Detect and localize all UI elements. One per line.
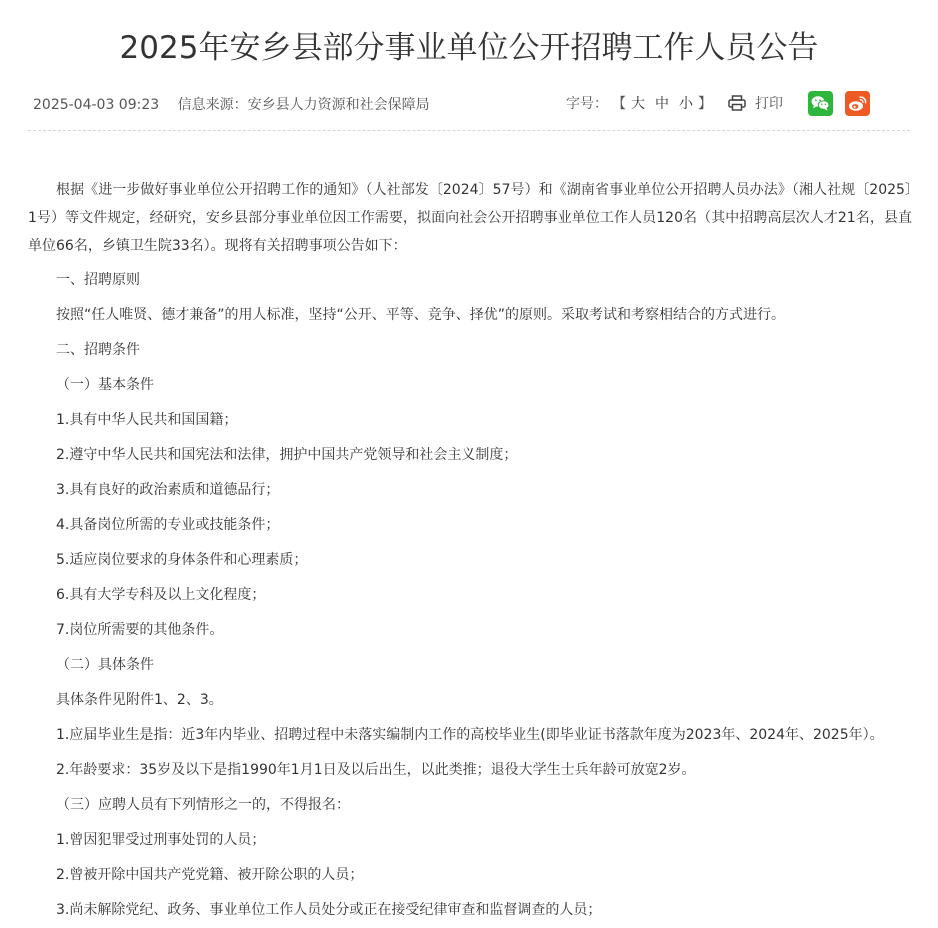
print-button[interactable] bbox=[728, 93, 783, 113]
publish-date: 2025-04-03 09:23 bbox=[33, 97, 160, 113]
weibo-icon bbox=[848, 95, 867, 112]
list-item: 6.具有大学专科及以上文化程度； bbox=[56, 587, 266, 603]
list-item: 7.岗位所需要的其他条件。 bbox=[56, 622, 224, 638]
section-heading: 二、招聘条件 bbox=[56, 342, 140, 358]
printer-icon bbox=[728, 95, 746, 111]
list-item: 4.具备岗位所需的专业或技能条件； bbox=[56, 517, 280, 533]
page-title: 2025年安乡县部分事业单位公开招聘工作人员公告 bbox=[119, 30, 819, 66]
article-body bbox=[28, 176, 912, 928]
list-item: 3.尚未解除党纪、政务、事业单位工作人员处分或正在接受纪律审查和监督调查的人员； bbox=[56, 902, 602, 918]
section-heading: 一、招聘原则 bbox=[56, 272, 140, 288]
list-item: 3.具有良好的政治素质和道德品行； bbox=[56, 482, 280, 498]
share-weibo-button[interactable] bbox=[845, 91, 870, 116]
list-item: 2.年龄要求：35岁及以下是指1990年1月1日及以后出生，以此类推；退役大学生士兵年龄可放宽2岁。 bbox=[56, 762, 696, 778]
subsection-heading: （三）应聘人员有下列情形之一的，不得报名： bbox=[56, 797, 350, 813]
font-size-label: 字号： bbox=[566, 96, 608, 112]
list-item: 1.曾因犯罪受过刑事处罚的人员； bbox=[56, 832, 266, 848]
font-size-medium-button[interactable]: 中 bbox=[655, 96, 669, 112]
intro-paragraph: 根据《进一步做好事业单位公开招聘工作的通知》（人社部发〔2024〕57号）和《湖南省事业单位公开招聘人员办法》（湘人社规〔2025〕1号）等文件规定，经研究，安乡县部分事业单位因工作需要，拟面向社会公开招聘事业单位工作人员120名（其中招聘高层次人才21名，县直单位66名，乡镇卫生院33名）。现将有关招聘事项公告如下： bbox=[28, 182, 912, 254]
list-item: 1.具有中华人民共和国国籍； bbox=[56, 412, 238, 428]
list-item: 1.应届毕业生是指：近3年内毕业、招聘过程中未落实编制内工作的高校毕业生(即毕业证书落款年度为2023年、2024年、2025年）。 bbox=[56, 727, 884, 743]
bracket-close: 】 bbox=[698, 96, 712, 112]
list-item: 2.遵守中华人民共和国宪法和法律，拥护中国共产党领导和社会主义制度； bbox=[56, 447, 518, 463]
body-paragraph: 按照“任人唯贤、德才兼备”的用人标准，坚持“公开、平等、竞争、择优”的原则。采取考试和考察相结合的方式进行。 bbox=[56, 307, 786, 323]
subsection-heading: （二）具体条件 bbox=[56, 657, 154, 673]
print-label: 打印 bbox=[755, 96, 783, 112]
article-tools bbox=[566, 88, 870, 118]
list-item: 5.适应岗位要求的身体条件和心理素质； bbox=[56, 552, 308, 568]
font-size-small-button[interactable]: 小 bbox=[679, 96, 693, 112]
font-size-large-button[interactable]: 大 bbox=[631, 96, 645, 112]
article-meta bbox=[33, 88, 910, 118]
meta-info bbox=[33, 94, 430, 114]
source-name: 安乡县人力资源和社会保障局 bbox=[247, 97, 430, 113]
body-paragraph: 具体条件见附件1、2、3。 bbox=[56, 692, 223, 708]
meta-divider bbox=[28, 130, 910, 131]
share-wechat-button[interactable] bbox=[808, 91, 833, 116]
bracket-open: 【 bbox=[612, 96, 626, 112]
source-label: 信息来源： bbox=[177, 97, 248, 113]
wechat-icon bbox=[811, 95, 830, 111]
list-item: 2.曾被开除中国共产党党籍、被开除公职的人员； bbox=[56, 867, 364, 883]
subsection-heading: （一）基本条件 bbox=[56, 377, 154, 393]
